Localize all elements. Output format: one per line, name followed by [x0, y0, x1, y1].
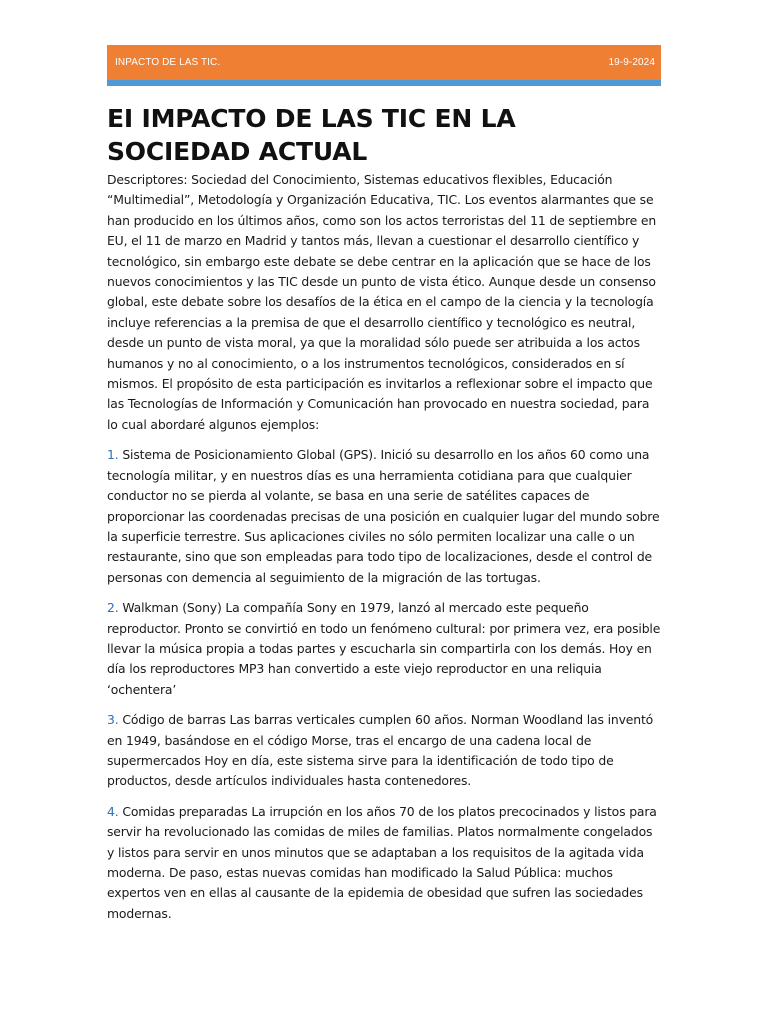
list-item-text: Sistema de Posicionamiento Global (GPS). Inició su desarrollo en los años 60 como una tecnología militar, y en nuestros días es una herramienta cotidiana para que cualquier conductor no se pierda al volante, se basa en una serie de satélites capaces de proporcionar las coordenadas precisas de una posición en cualquier lugar del mundo sobre la superficie terrestre. Sus aplicaciones civiles no sólo permiten localizar una calle o un restaurante, sino que son empleadas para todo tipo de localizaciones, desde el control de personas con demencia al seguimiento de la migración de las tortugas.: [107, 447, 660, 585]
document-title: EI IMPACTO DE LAS TIC EN LA SOCIEDAD ACTUAL: [107, 104, 516, 166]
list-item-2: [107, 598, 661, 700]
list-item-text: Código de barras Las barras verticales cumplen 60 años. Norman Woodland las inventó en 1949, basándose en el código Morse, tras el encargo de una cadena local de supermercados Hoy en día, este sistema sirve para la identificación de todo tipo de productos, desde artículos individuales hasta contenedores.: [107, 712, 654, 789]
list-item-1: [107, 445, 661, 588]
list-item-4: [107, 802, 661, 924]
list-item-number: 2.: [107, 600, 119, 616]
list-item-number: 1.: [107, 447, 119, 463]
intro-paragraph: Descriptores: Sociedad del Conocimiento, Sistemas educativos flexibles, Educación “Multimedial”, Metodología y Organización Educativa, TIC. Los eventos alarmantes que se han producido en los últimos años, como son los actos terroristas del 11 de septiembre en EU, el 11 de marzo en Madrid y tantos más, llevan a cuestionar el desarrollo científico y tecnológico, sin embargo este debate se debe centrar en la aplicación que se hace de los nuevos conocimientos y las TIC desde un punto de vista ético. Aunque desde un consenso global, este debate sobre los desafíos de la ética en el campo de la ciencia y la tecnología incluye referencias a la premisa de que el desarrollo científico y tecnológico es neutral, desde un punto de vista moral, ya que la moralidad sólo puede ser atribuida a los actos humanos y no al conocimiento, o a los instrumentos tecnológicos, considerados en sí mismos. El propósito de esta participación es invitarlos a reflexionar sobre el impacto que las Tecnologías de Información y Comunicación han provocado en nuestra sociedad, para lo cual abordaré algunos ejemplos:: [107, 172, 657, 432]
list-item-3: [107, 710, 661, 792]
list-item-text: Walkman (Sony) La compañía Sony en 1979, lanzó al mercado este pequeño reproductor. Pronto se convirtió en todo un fenómeno cultural: por primera vez, era posible llevar la música propia a todas partes y escucharla sin compartirla con los demás. Hoy en día los reproductores MP3 han convertido a este viejo reproductor en una reliquia ‘ochentera’: [107, 600, 661, 697]
header-title: INPACTO DE LAS TIC.: [115, 57, 221, 68]
list-item-text: Comidas preparadas La irrupción en los años 70 de los platos precocinados y listos para servir ha revolucionado las comidas de miles de familias. Platos normalmente congelados y listos para servir en unos minutos que se adaptaban a los requisitos de la agitada vida moderna. De paso, estas nuevas comidas han modificado la Salud Pública: muchos expertos ven en ellas al causante de la epidemia de obesidad que sufren las sociedades modernas.: [107, 803, 657, 921]
header-divider: [107, 80, 661, 86]
list-item-number: 3.: [107, 712, 119, 728]
header-date: 19-9-2024: [608, 57, 655, 68]
page-header: [107, 45, 661, 80]
list-item-number: 4.: [107, 803, 119, 819]
document-page: [107, 45, 661, 924]
